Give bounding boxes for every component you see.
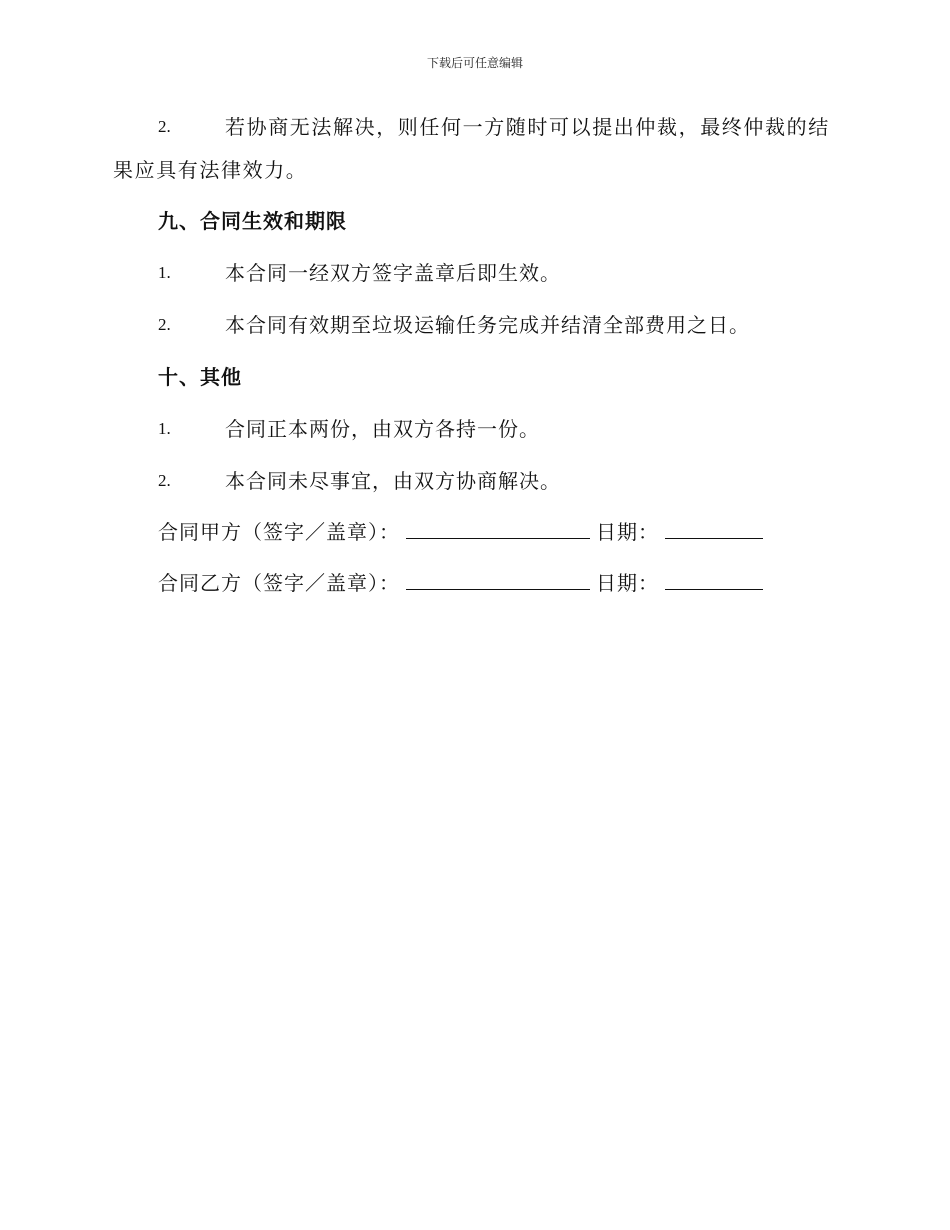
signature-row-party-a — [158, 511, 769, 553]
item-text: 合同正本两份，由双方各持一份。 — [225, 417, 540, 441]
item-number: 2. — [158, 471, 171, 490]
paragraph-line: 若协商无法解决，则任何一方随时可以提出仲裁，最终仲裁的结 — [225, 115, 830, 139]
paragraph-line-continued: 果应具有法律效力。 — [113, 158, 308, 182]
item-number: 2. — [158, 117, 171, 136]
date-label: 日期： — [596, 571, 659, 595]
item-number: 1. — [158, 419, 171, 438]
item-text: 本合同未尽事宜，由双方协商解决。 — [225, 469, 561, 493]
section-heading: 十、其他 — [158, 365, 242, 389]
party-b-signature-blank[interactable] — [406, 565, 590, 590]
party-b-label: 合同乙方（签字／盖章）： — [158, 571, 400, 595]
section-heading: 九、合同生效和期限 — [158, 209, 347, 233]
party-b-date-blank[interactable] — [665, 565, 763, 590]
item-number: 2. — [158, 315, 171, 334]
party-a-date-blank[interactable] — [665, 514, 763, 539]
date-label: 日期： — [596, 520, 659, 544]
party-a-signature-blank[interactable] — [406, 514, 590, 539]
item-number: 1. — [158, 263, 171, 282]
item-text: 本合同一经双方签字盖章后即生效。 — [225, 261, 561, 285]
party-a-label: 合同甲方（签字／盖章）： — [158, 520, 400, 544]
page-header-note: 下载后可任意编辑 — [426, 56, 523, 70]
signature-row-party-b — [158, 562, 769, 604]
item-text: 本合同有效期至垃圾运输任务完成并结清全部费用之日。 — [225, 313, 750, 337]
